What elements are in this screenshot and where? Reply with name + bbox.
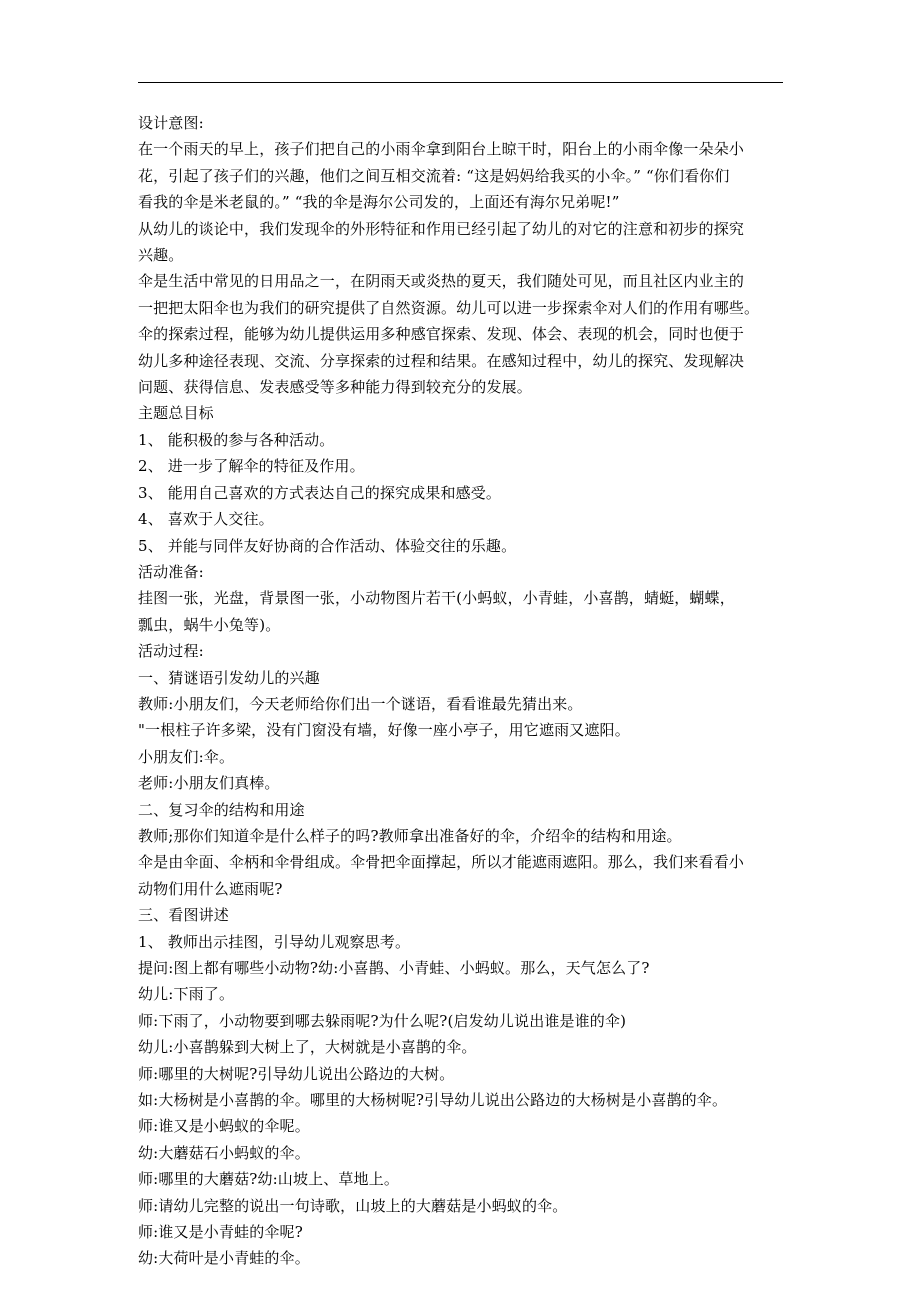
text-line: 幼:大蘑菇石小蚂蚁的伞。: [138, 1143, 310, 1162]
text-line: 如:大杨树是小喜鹊的伞。哪里的大杨树呢?引导幼儿说出公路边的大杨树是小喜鹊的伞。: [138, 1091, 728, 1110]
text-line: 老师:小朋友们真棒。: [138, 774, 280, 793]
text-line: 4、 喜欢于人交往。: [138, 510, 274, 529]
text-line: 小朋友们:伞。: [138, 747, 235, 766]
text-line: 教师;那你们知道伞是什么样子的吗?教师拿出准备好的伞，介绍伞的结构和用途。: [138, 826, 682, 845]
text-line: 动物们用什么遮雨呢?: [138, 879, 283, 898]
text-line: 三、看图讲述: [138, 906, 229, 925]
header-rule: [138, 82, 783, 83]
text-line: 5、 并能与同伴友好协商的合作活动、体验交往的乐趣。: [138, 536, 517, 555]
text-line: 兴趣。: [138, 246, 184, 265]
text-line: 伞是生活中常见的日用品之一，在阴雨天或炎热的夏天，我们随处可见，而且社区内业主的: [138, 272, 745, 291]
text-line: 问题、获得信息、发表感受等多种能力得到较充分的发展。: [138, 378, 532, 397]
text-line: 3、 能用自己喜欢的方式表达自己的探究成果和感受。: [138, 483, 502, 502]
text-line: 教师:小朋友们，今天老师给你们出一个谜语，看看谁最先猜出来。: [138, 694, 583, 713]
text-line: "一根柱子许多梁，没有门窗没有墙，好像一座小亭子，用它遮雨又遮阳。: [138, 721, 630, 740]
text-line: 在一个雨天的早上，孩子们把自己的小雨伞拿到阳台上晾干时，阳台上的小雨伞像一朵朵小: [138, 140, 745, 159]
text-line: 1、 教师出示挂图，引导幼儿观察思考。: [138, 932, 411, 951]
text-line: 二、复习伞的结构和用途: [138, 800, 305, 819]
text-line: 花，引起了孩子们的兴趣，他们之间互相交流着: “这是妈妈给我买的小伞。” “你们看你们: [138, 166, 730, 185]
text-line: 主题总目标: [138, 404, 214, 423]
text-line: 一、猜谜语引发幼儿的兴趣: [138, 668, 320, 687]
text-line: 师:哪里的大树呢?引导幼儿说出公路边的大树。: [138, 1064, 455, 1083]
text-line: 师:谁又是小蚂蚁的伞呢。: [138, 1117, 310, 1136]
text-line: 活动准备:: [138, 562, 204, 581]
text-line: 师:哪里的大蘑菇?幼:山坡上、草地上。: [138, 1170, 400, 1189]
text-line: 1、 能积极的参与各种活动。: [138, 430, 335, 449]
text-line: 师:谁又是小青蛙的伞呢?: [138, 1223, 303, 1242]
text-line: 挂图一张，光盘，背景图一张，小动物图片若干(小蚂蚁，小青蛙，小喜鹊，蜻蜓，蝴蝶，: [138, 589, 735, 608]
text-line: 看我的伞是米老鼠的。” “我的伞是海尔公司发的，上面还有海尔兄弟呢!”: [138, 193, 620, 212]
text-line: 设计意图:: [138, 114, 204, 132]
document-body: [138, 110, 786, 1272]
text-line: 从幼儿的谈论中，我们发现伞的外形特征和作用已经引起了幼儿的对它的注意和初步的探究: [138, 219, 745, 238]
text-line: 2、 进一步了解伞的特征及作用。: [138, 457, 365, 476]
text-line: 一把把太阳伞也为我们的研究提供了自然资源。幼儿可以进一步探索伞对人们的作用有哪些。: [138, 298, 760, 317]
text-line: 提问:图上都有哪些小动物?幼:小喜鹊、小青蛙、小蚂蚁。那么，天气怎么了?: [138, 959, 650, 977]
text-line: 幼儿:小喜鹊躲到大树上了，大树就是小喜鹊的伞。: [138, 1038, 477, 1057]
text-line: 幼:大荷叶是小青蛙的伞。: [138, 1249, 310, 1268]
text-line: 瓢虫，蜗牛小兔等)。: [138, 615, 281, 634]
text-line: 师:下雨了，小动物要到哪去躲雨呢?为什么呢?(启发幼儿说出谁是谁的伞): [138, 1011, 627, 1030]
text-line: 幼儿:下雨了。: [138, 985, 235, 1004]
text-line: 伞是由伞面、伞柄和伞骨组成。伞骨把伞面撑起，所以才能遮雨遮阳。那么，我们来看看小: [138, 853, 745, 872]
text-line: 活动过程:: [138, 642, 204, 661]
text-line: 伞的探索过程，能够为幼儿提供运用多种感官探索、发现、体会、表现的机会，同时也便于: [138, 325, 745, 344]
text-line: 师:请幼儿完整的说出一句诗歌，山坡上的大蘑菇是小蚂蚁的伞。: [138, 1196, 568, 1215]
text-line: 幼儿多种途径表现、交流、分享探索的过程和结果。在感知过程中，幼儿的探究、发现解决: [138, 351, 745, 370]
